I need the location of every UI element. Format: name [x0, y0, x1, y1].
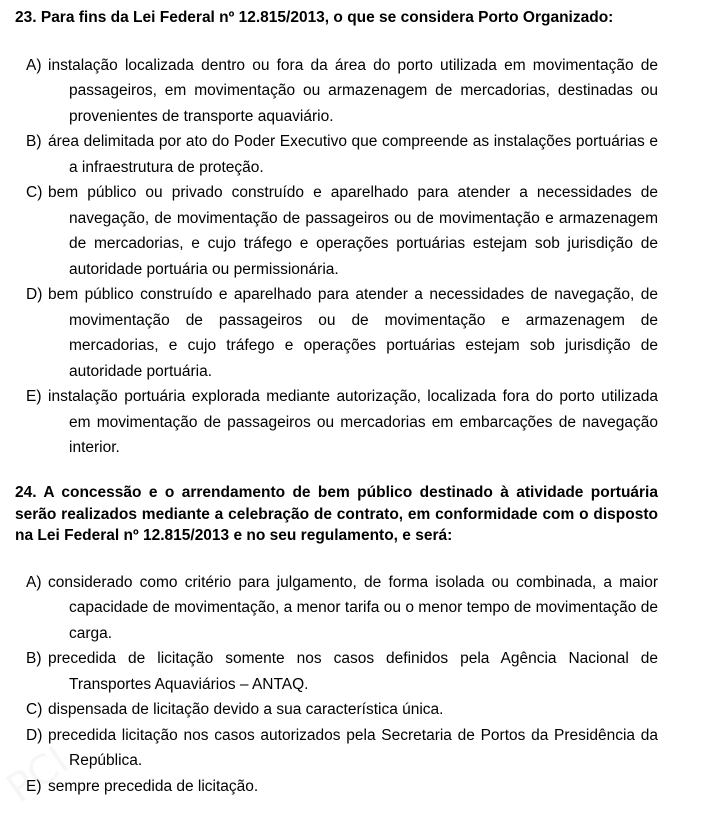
question-24 — [15, 482, 658, 799]
question-stem: 24. A concessão e o arrendamento de bem público destinado à atividade portuária serão realizados mediante a celebração de contrato, em conformidade com o disposto na Lei Federal nº 12.815/2013 e no seu regulamento, e será: — [15, 484, 658, 544]
option-letter: A) — [26, 56, 42, 74]
option-d — [0, 282, 658, 384]
option-text: precedida licitação nos casos autorizados pela Secretaria de Portos da Presidência da República. — [48, 726, 658, 769]
question-23 — [15, 7, 658, 461]
option-letter: D) — [26, 286, 43, 303]
option-a — [0, 570, 658, 647]
option-letter: B) — [26, 650, 42, 667]
option-letter: A) — [26, 573, 42, 591]
option-a — [0, 53, 658, 130]
option-text: considerado como critério para julgamento, de forma isolada ou combinada, a maior capacidade de movimentação, a menor tarifa ou o menor tempo de movimentação de carga. — [48, 573, 658, 642]
option-text: dispensada de licitação devido a sua característica única. — [48, 701, 444, 718]
option-text: instalação portuária explorada mediante autorização, localizada fora do porto utilizada em movimentação de passageiros ou mercadorias em embarcações de navegação interior. — [48, 388, 658, 456]
option-letter: B) — [26, 133, 42, 150]
option-text: precedida de licitação somente nos casos definidos pela Agência Nacional de Transportes Aquaviários – ANTAQ. — [48, 650, 658, 693]
option-letter: C) — [26, 701, 43, 718]
question-stem: 23. Para fins da Lei Federal nº 12.815/2013, o que se considera Porto Organizado: — [15, 9, 614, 26]
option-text: bem público construído e aparelhado para atender a necessidades de navegação, de movimentação de passageiros ou de movimentação e armazenagem de mercadorias, e cujo tráfego e operações portuárias estejam sob jurisdição de autoridade portuária. — [48, 286, 658, 380]
option-letter: C) — [26, 184, 43, 201]
option-text: instalação localizada dentro ou fora da área do porto utilizada em movimentação de passageiros, em movimentação ou armazenagem de mercadorias, destinadas ou provenientes de transporte aquaviário. — [48, 56, 658, 125]
option-letter: E) — [26, 388, 42, 405]
option-text: bem público ou privado construído e aparelhado para atender a necessidades de navegação, de movimentação de passageiros ou de movimentação e armazenagem de mercadorias, e cujo tráfego e operações portuárias estejam sob jurisdição de autoridade portuária ou permissionária. — [48, 184, 658, 278]
option-list — [15, 570, 658, 800]
option-text: área delimitada por ato do Poder Executivo que compreende as instalações portuárias e a infraestrutura de proteção. — [48, 133, 658, 176]
option-c — [0, 697, 658, 723]
option-d — [0, 723, 658, 774]
option-e — [0, 774, 658, 800]
option-text: sempre precedida de licitação. — [48, 777, 259, 795]
option-letter: D) — [26, 726, 43, 744]
option-list — [15, 53, 658, 461]
option-e — [0, 384, 658, 461]
option-letter: E) — [26, 777, 42, 795]
option-b — [0, 129, 658, 180]
option-b — [0, 646, 658, 697]
option-c — [0, 180, 658, 282]
